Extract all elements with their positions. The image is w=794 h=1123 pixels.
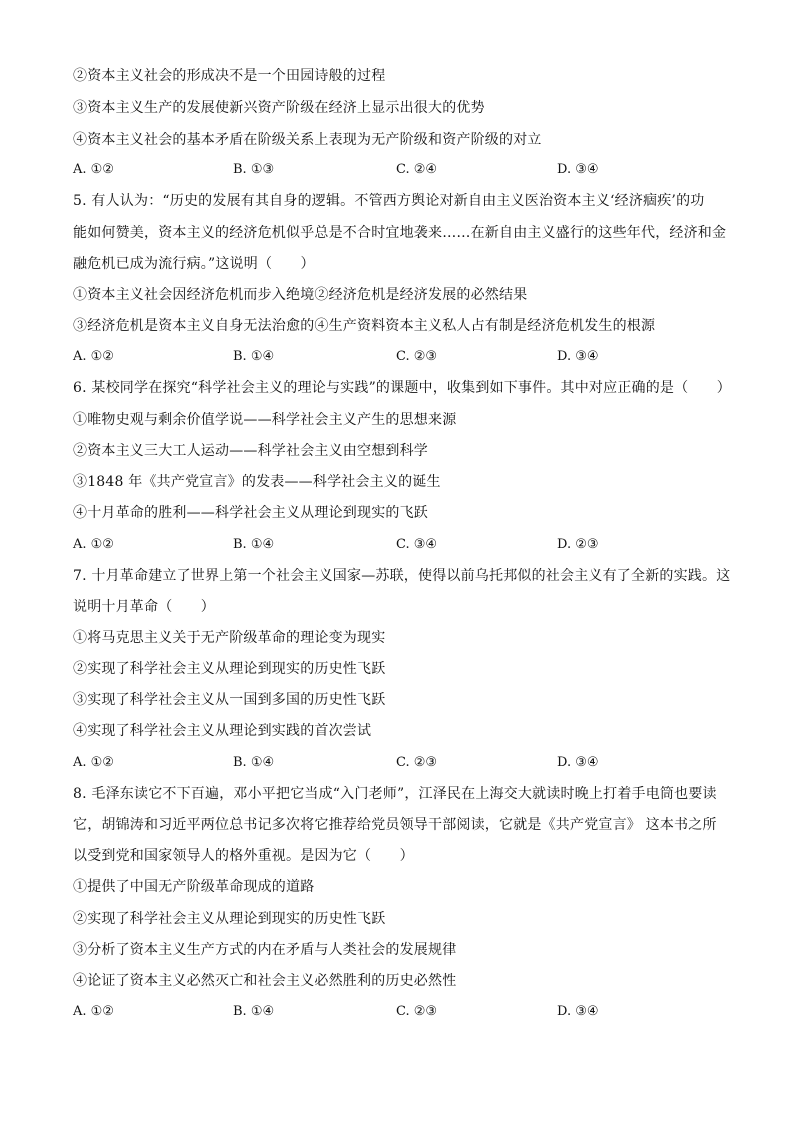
q8-statement-4: ④论证了资本主义必然灭亡和社会主义必然胜利的历史必然性: [73, 973, 457, 989]
option-b: B. ①④: [233, 1004, 275, 1019]
option-a: A. ①②: [73, 755, 114, 770]
q8-stem-line-1: 8. 毛泽东读它不下百遍，邓小平把它当成“入门老师”，江泽民在上海交大就读时晚上打着手电筒也要读: [73, 786, 717, 802]
q4-options: [73, 160, 723, 180]
option-a: A. ①②: [73, 162, 114, 177]
q7-statement-1: ①将马克思主义关于无产阶级革命的理论变为现实: [73, 630, 386, 646]
q8-statement-1: ①提供了中国无产阶级革命现成的道路: [73, 879, 315, 895]
q6-statement-3: ③1848 年《共产党宣言》的发表——科学社会主义的诞生: [73, 474, 441, 490]
q4-statement-4: ④资本主义社会的基本矛盾在阶级关系上表现为无产阶级和资产阶级的对立: [73, 132, 542, 148]
q5-options: [73, 347, 723, 367]
option-a: A. ①②: [73, 1004, 114, 1019]
q6-statement-2: ②资本主义三大工人运动——科学社会主义由空想到科学: [73, 443, 428, 459]
q5-stem-line-1: 5. 有人认为：“历史的发展有其自身的逻辑。不管西方舆论对新自由主义医治资本主义‘经济痼疾’的功: [73, 193, 705, 209]
option-d: D. ②③: [557, 537, 599, 552]
option-c: C. ②③: [396, 1004, 438, 1019]
q4-statement-3: ③资本主义生产的发展使新兴资产阶级在经济上显示出很大的优势: [73, 100, 485, 116]
q8-stem-line-2: 它，胡锦涛和习近平两位总书记多次将它推荐给党员领导干部阅读，它就是《共产党宣言》 这本书之所: [73, 817, 717, 833]
option-c: C. ②④: [396, 162, 438, 177]
option-d: D. ③④: [557, 1004, 599, 1019]
q8-statement-2: ②实现了科学社会主义从理论到现实的历史性飞跃: [73, 911, 386, 927]
option-b: B. ①④: [233, 755, 275, 770]
q6-options: [73, 535, 723, 555]
q5-stem-line-2: 能如何赞美，资本主义的经济危机似乎总是不合时宜地袭来……在新自由主义盛行的这些年代，经济和金: [73, 225, 727, 241]
q4-statement-2: ②资本主义社会的形成决不是一个田园诗般的过程: [73, 68, 386, 84]
q6-stem-line-1: 6. 某校同学在探究“科学社会主义的理论与实践”的课题中，收集到如下事件。其中对应正确的是（ ）: [73, 380, 731, 396]
option-b: B. ①④: [233, 537, 275, 552]
q7-stem-line-2: 说明十月革命（ ）: [73, 599, 215, 615]
option-c: C. ②③: [396, 755, 438, 770]
option-d: D. ③④: [557, 349, 599, 364]
q7-statement-2: ②实现了科学社会主义从理论到现实的历史性飞跃: [73, 661, 386, 677]
option-b: B. ①④: [233, 349, 275, 364]
option-c: C. ②③: [396, 349, 438, 364]
q8-statement-3: ③分析了资本主义生产方式的内在矛盾与人类社会的发展规律: [73, 942, 457, 958]
q7-statement-3: ③实现了科学社会主义从一国到多国的历史性飞跃: [73, 692, 386, 708]
q5-stem-line-3: 融危机已成为流行病。”这说明（ ）: [73, 256, 315, 272]
q5-statements-2: ③经济危机是资本主义自身无法治愈的④生产资料资本主义私人占有制是经济危机发生的根源: [73, 318, 656, 334]
option-a: A. ①②: [73, 349, 114, 364]
q8-stem-line-3: 以受到党和国家领导人的格外重视。是因为它（ ）: [73, 848, 414, 864]
option-c: C. ③④: [396, 537, 438, 552]
q7-options: [73, 753, 723, 773]
q8-options: [73, 1002, 723, 1022]
option-d: D. ③④: [557, 162, 599, 177]
option-d: D. ③④: [557, 755, 599, 770]
q6-statement-1: ①唯物史观与剩余价值学说——科学社会主义产生的思想来源: [73, 412, 457, 428]
option-a: A. ①②: [73, 537, 114, 552]
q7-statement-4: ④实现了科学社会主义从理论到实践的首次尝试: [73, 723, 372, 739]
q5-statements-1: ①资本主义社会因经济危机而步入绝境②经济危机是经济发展的必然结果: [73, 287, 528, 303]
option-b: B. ①③: [233, 162, 275, 177]
q7-stem-line-1: 7. 十月革命建立了世界上第一个社会主义国家—苏联，使得以前乌托邦似的社会主义有了全新的实践。这: [73, 568, 731, 584]
q6-statement-4: ④十月革命的胜利——科学社会主义从理论到现实的飞跃: [73, 505, 428, 521]
